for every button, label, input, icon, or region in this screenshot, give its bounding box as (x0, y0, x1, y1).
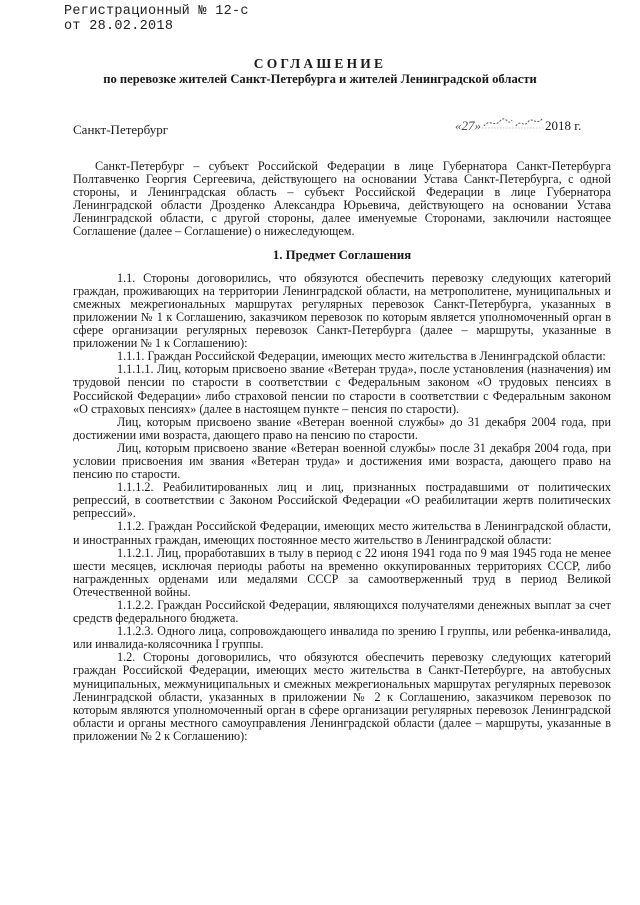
intro-paragraph: Санкт-Петербург – субъект Российской Федерации в лице Губернатора Санкт-Петербурга Полтавченко Георгия Сергеевича, действующего на основании Устава Санкт-Петербурга, с одной стороны, и Ленинградская область – субъект Российской Федерации в лице Губернатора Ленинградской области Дрозденко Александра Юрьевича, действующего на основании Устава Ленинградской области, с другой стороны, далее именуемые Сторонами, заключили настоящее Соглашение (далее – Соглашение) о нижеследующем. (73, 159, 611, 239)
document-title: СОГЛАШЕНИЕ (253, 56, 387, 71)
clause-1-1-2-1: 1.1.2.1. Лиц, проработавших в тылу в период с 22 июня 1941 года по 9 мая 1945 года не менее шести месяцев, исключая периоды работы на временно оккупированных территориях СССР, либо награжденных орденами или медалями СССР за самоотверженный труд в период Великой Отечественной войны. (73, 545, 611, 599)
handwritten-month-scribble (482, 118, 544, 130)
date-year: 2018 г. (545, 118, 582, 133)
clause-1-1-1-1-military-after: Лиц, которым присвоено звание «Ветеран военной службы» после 31 декабря 2004 года, при условии присвоения им звания «Ветеран труда» и достижения ими возраста, дающего право на пенсию по старости. (73, 440, 611, 482)
registration-number: Регистрационный № 12-с (64, 4, 249, 19)
signing-date (455, 118, 581, 134)
clause-1-1-1-1: 1.1.1.1. Лиц, которым присвоено звание «Ветеран труда», после установления (назначения) им трудовой пенсии по старости в соответствии с Федеральным законом «О трудовых пенсиях в Российской Федерации» либо страховой пенсии по старости в соответствии с Федеральным законом «О страховых пенсиях» (далее в настоящем пункте – пенсия по старости). (73, 362, 611, 416)
date-open-quote: « (455, 118, 462, 133)
clause-1-1-1-2: 1.1.1.2. Реабилитированных лиц и лиц, признанных пострадавшими от политических репрессий, в соответствии с Законом Российской Федерации «О реабилитации жертв политических репрессий». (73, 480, 611, 521)
date-close-quote: » (474, 118, 481, 133)
clause-1-1-1: 1.1.1. Граждан Российской Федерации, имеющих место жительства в Ленинградской области: (117, 349, 606, 364)
clause-1-1-1-1-military-before: Лиц, которым присвоено звание «Ветеран военной службы» до 31 декабря 2004 года, при достижении ими возраста, дающего право на пенсию по старости. (73, 414, 611, 442)
clause-1-1: 1.1. Стороны договорились, что обязуются обеспечить перевозку следующих категорий граждан, проживающих на территории Ленинградской области, на метрополитене, муниципальных и смежных межрегиональных маршрутах регулярных перевозок Санкт-Петербурга, указанных в приложении № 1 к Соглашению, заказчиком перевозок по которым является уполномоченный орган в сфере организации регулярных перевозок Санкт-Петербурга (далее – маршруты, указанные в приложении № 1 к Соглашению): (73, 270, 611, 351)
document-subtitle: по перевозке жителей Санкт-Петербурга и жителей Ленинградской области (103, 72, 537, 86)
date-day-handwritten: 27 (461, 118, 475, 133)
document-body (73, 160, 611, 743)
clause-1-2: 1.2. Стороны договорились, что обязуются обеспечить перевозку следующих категорий граждан Российской Федерации, имеющих место жительства в Санкт-Петербурге, на автобусных муниципальных, межмуниципальных и смежных межрегиональных маршрутах регулярных перевозок Ленинградской области, указанных в приложении № 2 к Соглашению, заказчиком перевозок по которым являются уполномоченный орган в сфере организации регулярных перевозок Ленинградской области и органы местного самоуправления Ленинградской области (далее – маршруты, указанные в приложении № 2 к Соглашению): (73, 650, 611, 743)
clause-1-1-2: 1.1.2. Граждан Российской Федерации, имеющих место жительства в Ленинградской области, и иностранных граждан, имеющих постоянное место жительство в Ленинградской области: (73, 519, 611, 547)
signing-place: Санкт-Петербург (73, 122, 169, 137)
registration-stamp (64, 4, 249, 34)
clause-1-1-2-2: 1.1.2.2. Граждан Российской Федерации, являющихся получателями денежных выплат за счет средств федерального бюджета. (73, 598, 611, 626)
registration-date: от 28.02.2018 (64, 19, 174, 34)
clause-1-1-2-3: 1.1.2.3. Одного лица, сопровождающего инвалида по зрению I группы, или ребенка-инвалида, или инвалида-колясочника I группы. (73, 624, 611, 652)
section-heading: 1. Предмет Соглашения (272, 247, 412, 262)
